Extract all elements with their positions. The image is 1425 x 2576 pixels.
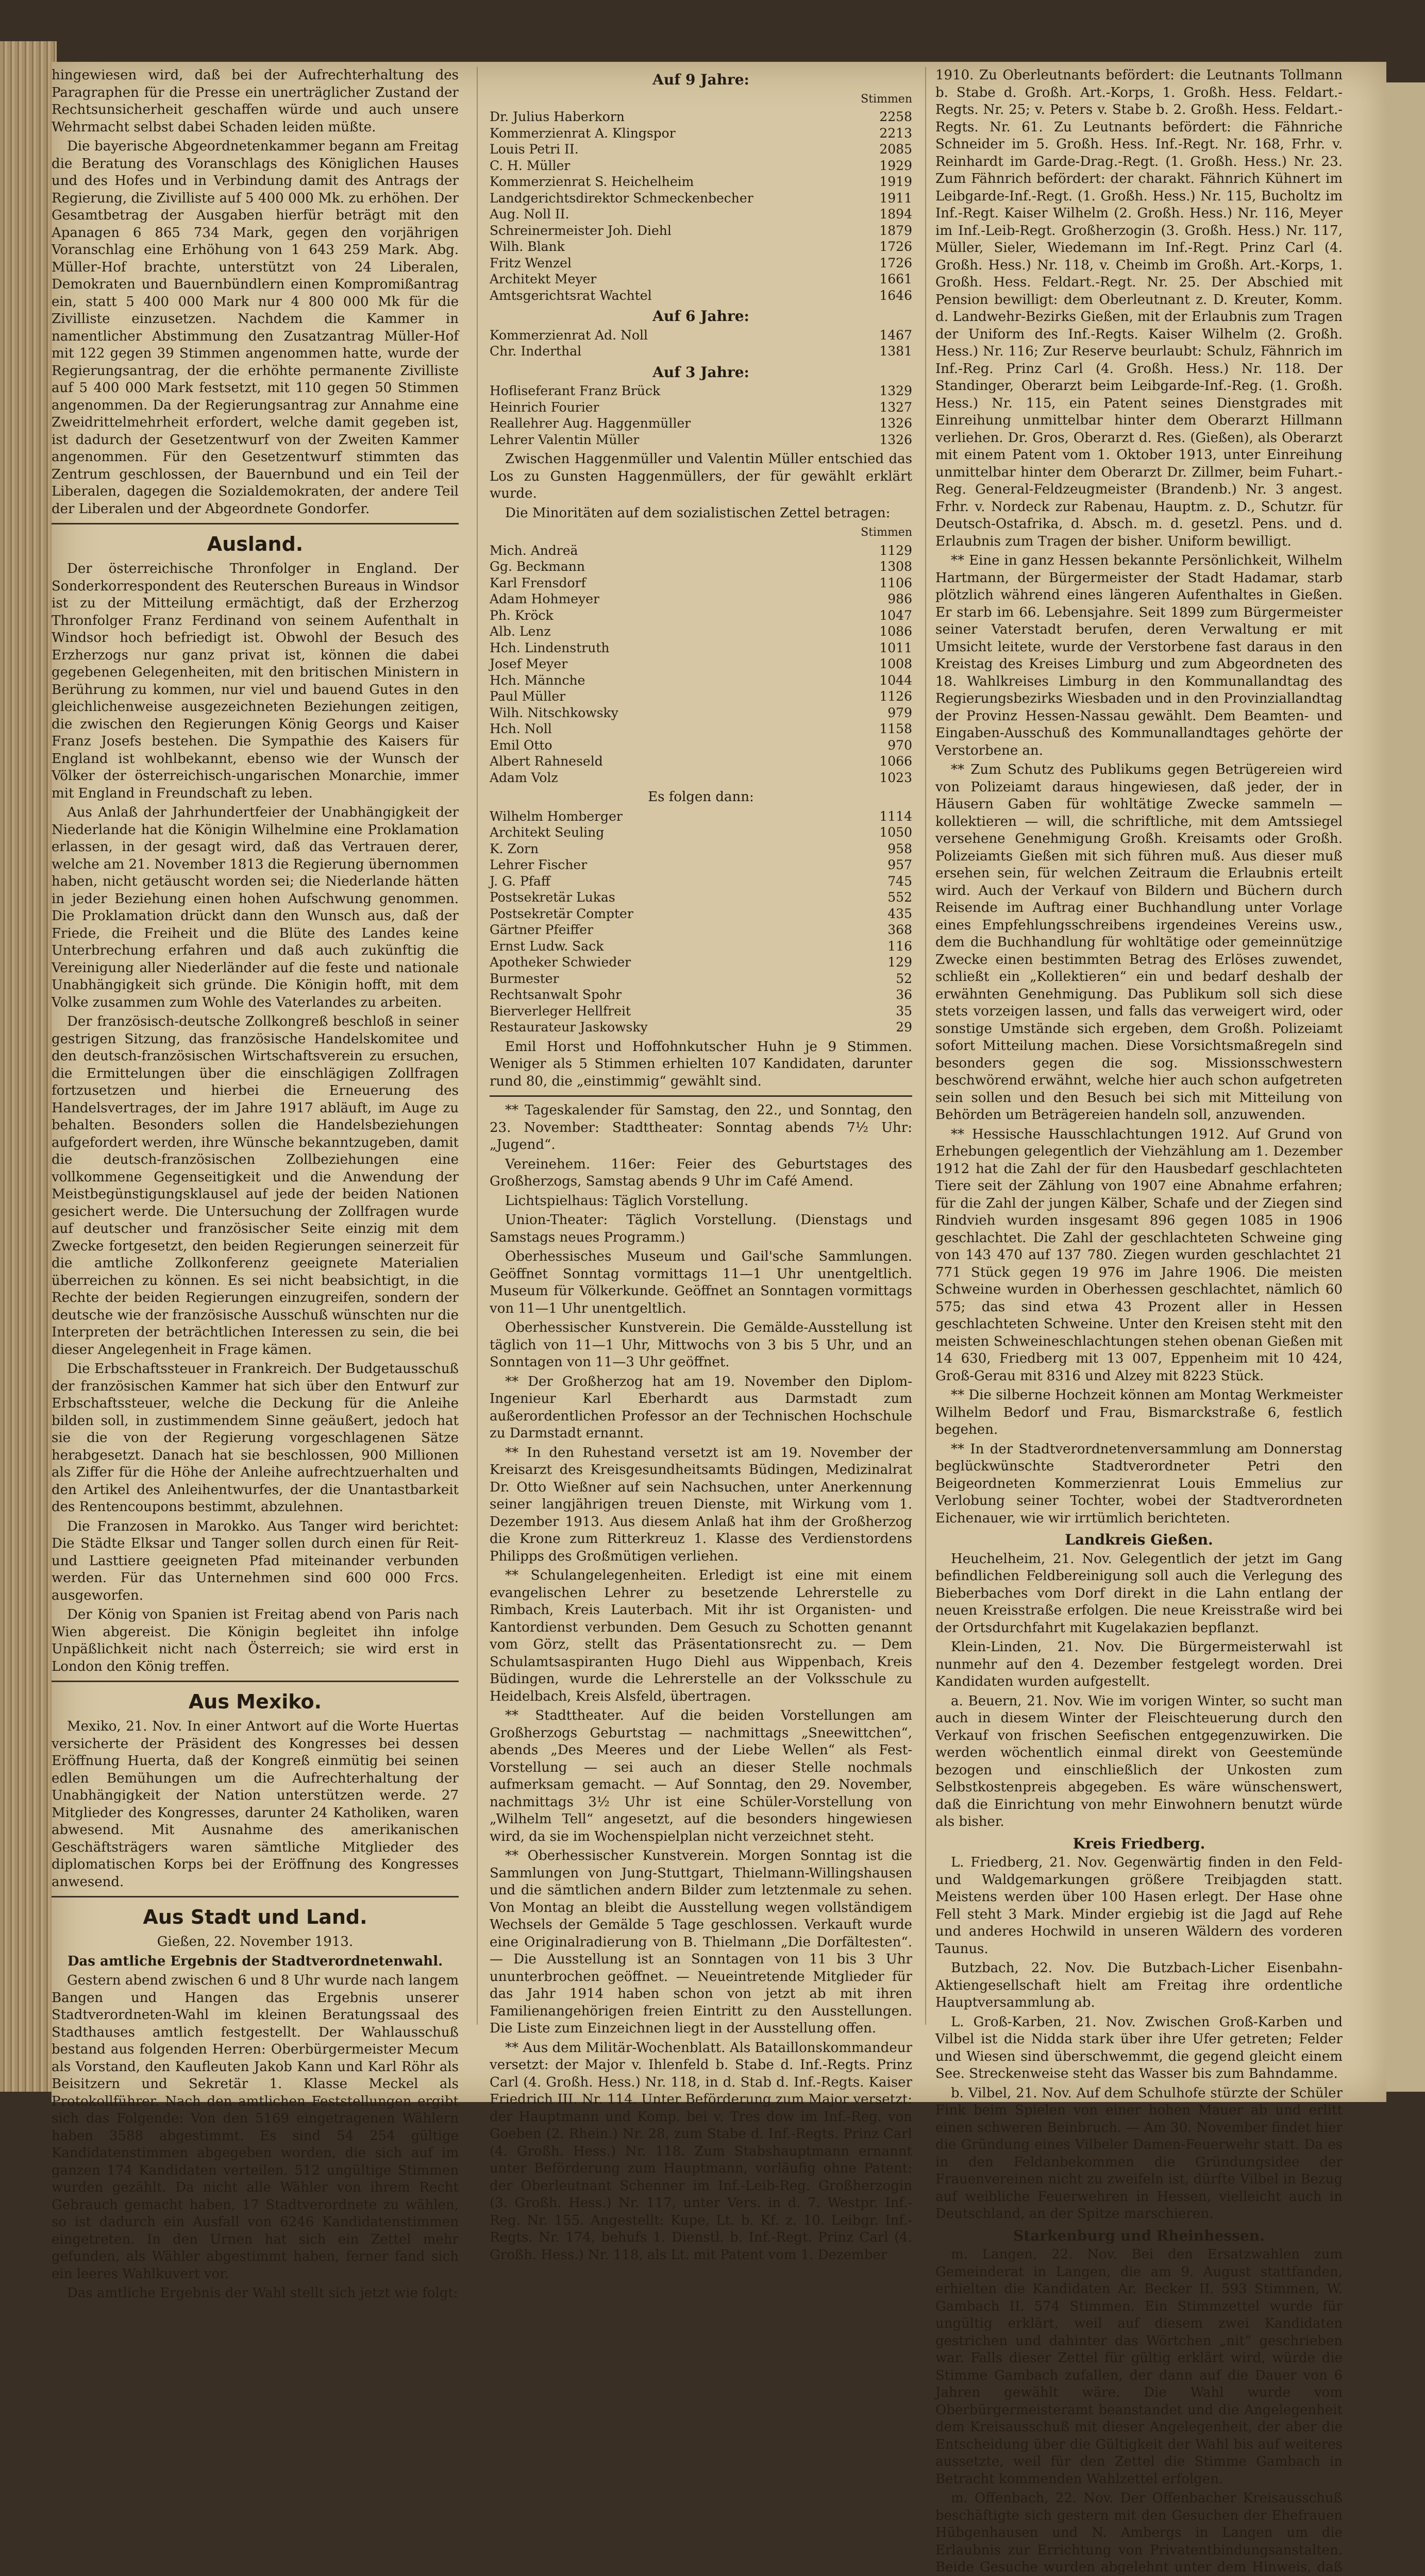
table-row [490, 824, 912, 841]
paragraph: ** Eine in ganz Hessen bekannte Persönlichkeit, Wilhelm Hartmann, der Bürgermeister der Stadt Hadamar, starb plötzlich während eines längeren Aufenthaltes in Gießen. Er starb im 66. Lebensjahre. Seit 1899 zum Bürgermeister seiner Vaterstadt berufen, deren Verwaltung er mit Umsicht leitete, wurde der Verstorbene fast daraus in den Kreistag des Kreises Limburg und zum Abgeordneten des 18. Wahlkreises Limburg in den Kommunallandtag des Regierungsbezirks Wiesbaden und in den Provinziallandtag der Provinz Hessen-Nassau gewählt. Dem Beamten- und Eingaben-Ausschuß des Kommunallandtages gehörte der Verstorbene an. [935, 553, 1343, 758]
paragraph: Klein-Linden, 21. Nov. Die Bürgermeisterwahl ist nunmehr auf den 4. Dezember festgelegt worden. Drei Kandidaten wurden aufgestellt. [935, 1639, 1343, 1689]
paragraph: Das amtliche Ergebnis der Wahl stellt sich jetzt wie folgt: [67, 2285, 458, 2301]
vote-count: 1467 [879, 327, 912, 343]
paragraph: ** Schulangelegenheiten. Erledigt ist eine mit einem evangelischen Lehrer zu besetzende Lehrerstelle zu Rimbach, Kreis Lauterbach. Mit ihr ist Organisten- und Kantordienst verbunden. Dem Gesuch zu Schotten genannt vom Görz, stellt das Präsentationsrecht zu. — Dem Schulamtsaspiranten Hugo Diehl aus Wippenbach, Kreis Büdingen, wurde die Lehrerstelle an der Volksschule zu Heidelbach, Kreis Alsfeld, übertragen. [490, 1568, 912, 1704]
page-stack-edge [0, 41, 57, 2092]
paragraph: b. Vilbel, 21. Nov. Auf dem Schulhofe stürzte der Schüler Fink beim Spielen von einer hohen Mauer ab und erlitt einen schweren Beinbruch. — Am 30. November findet hier die Gründung eines Vilbeler Damen-Feuerwehr statt. Da es in den Feldanbekommen die Gründungsidee der Frauenvereinen nicht zu zweifeln ist, dürfte Vilbel in Bezug auf weibliche Feuerwehren in Hessen, vielleicht auch in Deutschland, an der Spitze marschieren. [935, 2085, 1343, 2222]
candidate-name: Heinrich Fourier [490, 399, 599, 415]
list-heading-9-jahre: Auf 9 Jahre: [652, 71, 749, 88]
vote-count: 1050 [879, 825, 912, 840]
vote-count: 52 [896, 971, 912, 986]
candidate-name: Burmester [490, 971, 559, 986]
candidate-name: Albert Rahneseld [490, 754, 603, 769]
region-heading: Kreis Friedberg. [1072, 1835, 1205, 1852]
vote-count: 1646 [879, 287, 912, 303]
table-row [490, 141, 912, 158]
paragraph: ** Tageskalender für Samstag, den 22., und Sonntag, den 23. November: Stadttheater: Sonntag abends 7½ Uhr: „Jugend“. [490, 1103, 912, 1153]
candidate-name: Chr. Inderthal [490, 344, 582, 359]
vote-count: 1158 [879, 721, 912, 736]
candidate-name: Architekt Seuling [490, 825, 605, 840]
candidate-name: Wilh. Blank [490, 239, 565, 254]
votes-header: Stimmen [861, 526, 912, 539]
vote-count: 552 [887, 890, 912, 905]
table-row [490, 158, 912, 174]
table-row [490, 640, 912, 656]
vote-count: 29 [896, 1020, 912, 1035]
vote-count: 1008 [879, 656, 912, 671]
paragraph: ** In der Stadtverordnetenversammlung am Donnerstag beglückwünschte Stadtverordneter Petri den Beigeordneten Kommerzienrat Louis Emmelius zur Verlobung seiner Tochter, wobei der Stadtverordneten Eichenauer, wie wir irrtümlich berichteten. [935, 1441, 1343, 1526]
paragraph: Der König von Spanien ist Freitag abend von Paris nach Wien abgereist. Die Königin begleitet ihn infolge Unpäßlichkeit nicht nach Österreich; sie wird erst in London den König treffen. [52, 1607, 459, 1674]
paragraph: Heuchelheim, 21. Nov. Gelegentlich der jetzt im Gang befindlichen Feldbereinigung soll auch die Verlegung des Bieberbaches vom Dorf direkt in die Lahn entlang der neuen Kreisstraße erfolgen. Die neue Kreisstraße wird bei der Ortsdurchfahrt mit Kugelakazien bepflanzt. [935, 1551, 1343, 1636]
votes-table-9 [490, 109, 912, 303]
section-rule [52, 1896, 459, 1897]
table-row [490, 841, 912, 857]
candidate-name: C. H. Müller [490, 158, 571, 173]
candidate-name: Landgerichtsdirektor Schmeckenbecher [490, 190, 753, 206]
table-row [490, 889, 912, 906]
candidate-name: Apotheker Schwieder [490, 955, 631, 970]
vote-count: 1326 [879, 432, 912, 447]
candidate-name: Rechtsanwalt Spohr [490, 987, 622, 1002]
paragraph: a. Beuern, 21. Nov. Wie im vorigen Winter, so sucht man auch in diesem Winter der Fleischteuerung durch den Verkauf von frischen Seefischen entgegenzuwirken. Die werden wöchentlich einmal direkt von Geestemünde bezogen und einschließlich der Unkosten zum Selbstkostenpreis abgegeben. Es wäre wünschenswert, daß die Einrichtung von mehr Einwohnern benutzt würde als bisher. [935, 1693, 1343, 1829]
table-row [490, 607, 912, 624]
table-row [490, 672, 912, 689]
vote-count: 1327 [879, 399, 912, 415]
vote-count: 129 [887, 955, 912, 970]
section-heading-ausland: Ausland. [207, 533, 304, 555]
candidate-name: Lehrer Fischer [490, 857, 588, 872]
paragraph: Union-Theater: Täglich Vorstellung. (Dienstags und Samstags neues Programm.) [490, 1212, 912, 1245]
paragraph: ** Oberhessischer Kunstverein. Morgen Sonntag ist die Sammlungen von Jung-Stuttgart, Thielmann-Willingshausen und die sämtlichen andern Bilder zum letztenmale zu sehen. Von Montag an bleibt die Ausstellung wegen vollständigem Wechsels der Gemälde 5 Tage geschlossen. Verkauft wurde eine Originalradierung von B. Thielmann „Die Dorfältesten“. — Die Ausstellung ist an Sonntagen von 11 bis 3 Uhr ununterbrochen geöffnet. — Neueintretende Mitglieder für das Jahr 1914 haben schon von jetzt ab mit ihren Familienangehörigen freien Eintritt zu den Ausstellungen. Die Liste zum Einzeichnen liegt in der Ausstellung offen. [490, 1848, 912, 2036]
vote-count: 1106 [879, 575, 912, 590]
vote-count: 116 [887, 938, 912, 954]
candidate-name: Fritz Wenzel [490, 255, 572, 270]
candidate-name: Kommerzienrat S. Heichelheim [490, 174, 694, 189]
paragraph: Zwischen Haggenmüller und Valentin Müller entschied das Los zu Gunsten Haggenmüllers, der für gewählt erklärt wurde. [490, 451, 912, 501]
table-row [490, 575, 912, 591]
vote-count: 435 [887, 906, 912, 921]
votes-table-following [490, 808, 912, 1036]
paragraph: hingewiesen wird, daß bei der Aufrechterhaltung des Paragraphen für die Presse ein unerträglicher Zustand der Rechtsunsicherheit geschaffen würde und auch unsere Wehrmacht selbst dabei Schaden leiden müßte. [52, 67, 459, 135]
table-row [490, 971, 912, 987]
table-row [490, 656, 912, 672]
table-row [490, 623, 912, 640]
column-1 [52, 67, 459, 2304]
vote-count: 1329 [879, 383, 912, 398]
candidate-name: Restaurateur Jaskowsky [490, 1020, 648, 1035]
votes-table-3 [490, 383, 912, 448]
candidate-name: Hofliseferant Franz Brück [490, 383, 661, 398]
paragraph: Die bayerische Abgeordnetenkammer begann am Freitag die Beratung des Voranschlags des Königlichen Hauses und des Hofes und in Verbindung damit des Antrags der Regierung, die Zivilliste auf 5 400 000 Mk. zu erhöhen. Der Gesamtbetrag der Ausgaben hierfür beträgt mit den Apanagen 6 865 734 Mark, gegen den vorjährigen Voranschlag eine Erhöhung von 1 643 259 Mark. Abg. Müller-Hof brachte, unterstützt von 24 Liberalen, Demokraten und Bauernbündlern einen Kompromißantrag ein, statt 5 400 000 Mark nur 4 800 000 Mk für die Zivilliste einzusetzen. Nachdem die Kammer in namentlicher Abstimmung den Zusatzantrag Müller-Hof mit 122 gegen 39 Stimmen angenommen hatte, wurde der Regierungsantrag, der die erhöhte permanente Zivilliste auf 5 400 000 Mark festsetzt, mit 110 gegen 50 Stimmen angenommen. Da der Regierungsantrag zur Annahme eine Zweidrittelmehrheit erfordert, welche damit gegeben ist, ist dadurch der Gesetzentwurf von der Zweiten Kammer angenommen. Für den Gesetzentwurf stimmten das Zentrum geschlossen, der Bauernbund und ein Teil der Liberalen, dagegen die Sozialdemokraten, der andere Teil der Liberalen und der Abgeordnete Gondorfer. [52, 139, 459, 517]
candidate-name: Louis Petri II. [490, 142, 579, 157]
votes-table-minorities [490, 543, 912, 786]
candidate-name: Mich. Andreä [490, 543, 578, 558]
table-row [490, 239, 912, 255]
vote-count: 1661 [879, 272, 912, 286]
candidate-name: Emil Otto [490, 737, 552, 753]
candidate-name: Postsekretär Lukas [490, 890, 615, 905]
list-heading-6-jahre: Auf 6 Jahre: [652, 308, 749, 325]
vote-count: 1726 [879, 239, 912, 254]
paragraph: Aus Anlaß der Jahrhundertfeier der Unabhängigkeit der Niederlande hat die Königin Wilhelmine eine Proklamation erlassen, in der gesagt wird, daß das Vertrauen derer, welche am 21. November 1813 die Regierung übernommen haben, nicht getäuscht worden sei; die Niederlande hätten in jeder Beziehung einen hohen Aufschwung genommen. Die Proklamation drückt dann den Wunsch aus, daß der Friede, die Freiheit und die Blüte des Landes keine Unterbrechung erfahren und daß auch zukünftig die Vereinigung aller Niederländer auf die feste und nationale Unabhängigkeit sich gründe. Die Königin hofft, mit dem Volke zusammen zum Wohle des Vaterlandes zu arbeiten. [52, 805, 459, 1010]
candidate-name: Aug. Noll II. [490, 207, 569, 222]
column-rule-2 [925, 67, 926, 2025]
paragraph: ** In den Ruhestand versetzt ist am 19. November der Kreisarzt des Kreisgesundheitsamts Büdingen, Medizinalrat Dr. Otto Wießner auf sein Nachsuchen, unter Anerkennung seiner langjährigen treuen Dienste, mit Wirkung vom 1. Dezember 1913. Aus diesem Anlaß hat ihm der Großherzog die Krone zum Ritterkreuz 1. Klasse des Verdienstordens Philipps des Großmütigen verliehen. [490, 1445, 912, 1564]
table-row [490, 987, 912, 1003]
paragraph: Oberhessischer Kunstverein. Die Gemälde-Ausstellung ist täglich von 11—1 Uhr, Mittwochs von 3 bis 5 Uhr, und an Sonntagen von 11—3 Uhr geöffnet. [490, 1320, 912, 1370]
paragraph: Der französisch-deutsche Zollkongreß beschloß in seiner gestrigen Sitzung, das französische Handelskomitee und den deutsch-französischen Wirtschaftsverein zu ersuchen, die Ermittelungen über die einschlägigen Zollfragen fortzusetzen und hierbei die Erneuerung des Handelsvertrages, der im Jahre 1917 abläuft, im Auge zu behalten. Besonders sollen die Handelsbeziehungen aufgefordert werden, ihre Wünsche bekanntzugeben, damit die deutsch-französischen Zollbeziehungen eine vollkommene Gegenseitigkeit und die Anwendung der Meistbegünstigungsklausel auf jede der beiden Nationen gesichert werde. Die Untersuchung der Zollfragen wurde auf deutscher und französischer Seite einzig mit dem Zwecke fortgesetzt, den beiden Regierungen seinerzeit für die amtliche Zollkonferenz geeignete Materialien überreichen zu können. Es sei nicht beabsichtigt, in die Rechte der beiden Regierungen einzugreifen, sondern der deutsche wie der französische Ausschuß wünschten nur die Interpreten der beträchtlichen Interessen zu sein, die bei dieser Angelegenheit in Frage kämen. [52, 1014, 459, 1358]
vote-count: 2213 [879, 125, 912, 141]
candidate-name: Adam Hohmeyer [490, 591, 599, 606]
candidate-name: Alb. Lenz [490, 624, 551, 639]
paragraph: Die Minoritäten auf dem sozialistischen Zettel betragen: [505, 505, 891, 521]
candidate-name: Kommerzienrat Ad. Noll [490, 327, 648, 343]
table-row [490, 125, 912, 142]
paragraph: Emil Horst und Hoffohnkutscher Huhn je 9 Stimmen. Weniger als 5 Stimmen erhielten 107 Kandidaten, darunter rund 80, die „einstimmig“ gewählt sind. [490, 1039, 912, 1089]
table-row [490, 543, 912, 559]
table-row [490, 287, 912, 304]
table-row [490, 753, 912, 770]
paragraph: Die Erbschaftssteuer in Frankreich. Der Budgetausschuß der französischen Kammer hat sich über den Entwurf zur Erbschaftssteuer, welche die Deckung für die Anleihe bilden soll, in zustimmendem Sinne geäußert, jedoch hat sie die von der Regierung vorgeschlagenen Sätze herabgesetzt. Danach hat sie beschlossen, 900 Millionen als Ziffer für die Höhe der Anleihe aufrechtzuerhalten und den Artikel des Anleihentwurfes, der die Unantastbarkeit des Rentencoupons bestimmt, abzulehnen. [52, 1361, 459, 1515]
candidate-name: Lehrer Valentin Müller [490, 432, 640, 447]
candidate-name: Kommerzienrat A. Klingspor [490, 125, 676, 141]
candidate-name: Wilh. Nitschkowsky [490, 705, 618, 720]
table-row [490, 770, 912, 786]
paragraph: Butzbach, 22. Nov. Die Butzbach-Licher Eisenbahn-Aktiengesellschaft hielt am Freitag ihre ordentliche Hauptversammlung ab. [935, 1960, 1343, 2010]
table-row [490, 383, 912, 399]
candidate-name: Gärtner Pfeiffer [490, 922, 594, 937]
paragraph: ** Hessische Hausschlachtungen 1912. Auf Grund von Erhebungen gelegentlich der Viehzählung am 1. Dezember 1912 hat die Zahl der für den Hausbedarf geschlachteten Tiere seit der Zählung von 1907 eine Abnahme erfahren; für die Zahl der jungen Kälber, Schafe und der Ziegen sind Rindvieh wurden insgesamt 896 gegen 1085 in 1906 geschlachtet. Die Zahl der geschlachteten Schweine ging von 143 470 auf 137 780. Ziegen wurden geschlachtet 21 771 Stück gegen 19 976 im Jahre 1906. Die meisten Schweine wurden in Oberhessen geschlachtet, nämlich 60 575; das sind etwa 43 Prozent aller in Hessen geschlachteten Schweine. Unter den Kreisen steht mit den meisten Schweineschlachtungen stehen obenan Gießen mit 14 630, Friedberg mit 13 007, Eppenheim mit 10 424, Groß-Gerau mit 8316 und Alzey mit 8223 Stück. [935, 1126, 1343, 1384]
candidate-name: J. G. Pfaff [490, 873, 550, 889]
paragraph: Lichtspielhaus: Täglich Vorstellung. [505, 1193, 749, 1209]
table-row [490, 271, 912, 287]
candidate-name: Hch. Noll [490, 721, 552, 736]
section-heading-mexiko: Aus Mexiko. [188, 1690, 322, 1713]
vote-count: 35 [896, 1003, 912, 1019]
column-3 [935, 67, 1343, 2576]
table-row [490, 591, 912, 607]
section-rule [490, 1095, 912, 1097]
candidate-name: Postsekretär Compter [490, 906, 633, 921]
paragraph: ** Die silberne Hochzeit können am Montag Werkmeister Wilhelm Bedorf und Frau, Bismarckstraße 6, festlich begehen. [935, 1387, 1343, 1437]
paragraph: ** Zum Schutz des Publikums gegen Betrügereien wird von Polizeiamt daraus hingewiesen, daß jeder, der in Häusern Gaben für wohltätige Zwecke sammeln — kollektieren — will, die schriftliche, mit dem Amtssiegel versehene Genehmigung Großh. Kreisamts oder Großh. Polizeiamts Gießen mit sich führen muß. Aus dieser muß ersehen sein, für welchen Zeitraum die Erlaubnis erteilt wird. Auch der Verkauf von Bildern und Büchern durch Reisende im Auftrag einer Buchhandlung unter Vorlage eines Empfehlungsschreibens irgendeines Vereins usw., dem die Buchhandlung für wohltätige oder gemeinnützige Zwecke einen bestimmten Betrag des Erlöses zuwendet, schließt ein „Kollektieren“ ein und bedarf deshalb der erwähnten Genehmigung. Das Publikum soll sich diese stets vorzeigen lassen, und falls das verweigert wird, oder sonstige Umstände sich ergeben, dem Großh. Polizeiamt sofort Mitteilung machen. Diese Vorsichtsmaßregeln sind besonders gegen die sog. Missionsschwestern beschwörend erwähnt, welche hier auch schon aufgetreten sein sollen und den Besuch bei sich mit Mitteilung von Behörden um Beträgereien handeln soll, anzuwenden. [935, 762, 1343, 1123]
paragraph: Es folgen dann: [648, 789, 754, 805]
vote-count: 970 [887, 737, 912, 753]
dateline: Gießen, 22. November 1913. [157, 1934, 354, 1950]
paragraph: Die Franzosen in Marokko. Aus Tanger wird berichtet: Die Städte Elksar und Tanger sollen durch einen für Reit- und Lasttiere geeigneten Pfad miteinander verbunden werden. Für das Unternehmen sind 600 000 Frcs. ausgeworfen. [52, 1518, 459, 1603]
candidate-name: Ernst Ludw. Sack [490, 938, 604, 954]
vote-count: 1929 [879, 158, 912, 173]
vote-count: 1047 [879, 607, 912, 623]
table-row [490, 737, 912, 754]
paragraph: 1910. Zu Oberleutnants befördert: die Leutnants Tollmann b. Stabe d. Großh. Art.-Korps, 1. Großh. Hess. Feldart.-Regts. Nr. 25; v. Peters v. Stabe b. 2. Großh. Hess. Feldart.-Regts. Nr. 61. Zu Leutnants befördert: die Fähnriche Schneider im 5. Großh. Hess. Inf.-Regt. Nr. 168, Frhr. v. Reinhardt im Garde-Drag.-Regt. (1. Großh. Hess.) Nr. 23. Zum Fähnrich befördert: der charakt. Fähnrich Kühnert im Leibgarde-Inf.-Regt. (1. Großh. Hess.) Nr. 115, Bucholtz im Inf.-Regt. Kaiser Wilhelm (2. Großh. Hess.) Nr. 116, Meyer im Inf.-Leib-Regt. Großherzogin (3. Großh. Hess.) Nr. 117, Müller, Sieler, Wiedemann im Inf.-Regt. Prinz Carl (4. Großh. Hess.) Nr. 118, v. Cheimb im Großh. Art.-Korps, 1. Großh. Hess. Feldart.-Regt. Nr. 25. Der Abschied mit Pension bewilligt: dem Oberleutnant z. D. Kreuter, Komm. d. Landwehr-Bezirks Gießen, mit der Erlaubnis zum Tragen der Uniform des Inf.-Regts. Kaiser Wilhelm (2. Großh. Hess.) Nr. 116; Zur Reserve beurlaubt: Schulz, Fähnrich im Inf.-Reg. Prinz Carl (4. Großh. Hess.) Nr. 118. Der Standinger, Oberarzt beim Leibgarde-Inf.-Reg. (1. Großh. Hess.) Nr. 115, ein Patent seines Dienstgrades mit Einreihung unmittelbar hinter dem Oberarzt Hillmann verliehen. Dr. Gros, Oberarzt d. Res. (Gießen), als Oberarzt mit einem Patent vom 1. Oktober 1913, unter Einreihung unmittelbar hinter dem Oberarzt Dr. Zillmer, beim Fuhart.-Reg. General-Feldzeugmeister (Brandenb.) Nr. 3 angest. Frhr. v. Nordeck zur Rabenau, Hauptm. z. D., Schutzr. für Deutsch-Ostafrika, d. Absch. m. d. gesetzl. Pens. und d. Erlaubnis zum Tragen der bisher. Uniform bewilligt. [935, 67, 1343, 549]
region-heading: Landkreis Gießen. [1065, 1531, 1213, 1548]
vote-count: 1894 [879, 207, 912, 222]
vote-count: 1879 [879, 223, 912, 238]
table-row [490, 1019, 912, 1036]
candidate-name: Paul Müller [490, 689, 566, 704]
table-row [490, 808, 912, 825]
section-heading-stadt-land: Aus Stadt und Land. [143, 1906, 367, 1928]
paragraph: L. Friedberg, 21. Nov. Gegenwärtig finden in den Feld- und Waldgemarkungen größere Treibjagden statt. Meistens werden über 100 Hasen erlegt. Der Hase ohne Fell steht 3 Mark. Minder ergiebig ist die Jagd auf Rehe und anderes Hochwild in unseren Wäldern des vorderen Taunus. [935, 1855, 1343, 1957]
paragraph: Mexiko, 21. Nov. In einer Antwort auf die Worte Huertas versicherte der Präsident des Kongresses bei dessen Eröffnung Huerta, daß der Kongreß einmütig bei seinen edlen Bemühungen um die Aufrechterhaltung der Unabhängigkeit der Nation unterstützen werde. 27 Mitglieder des Kongresses, darunter 24 Katholiken, waren abwesend. Mit Ausnahme des amerikanischen Geschäftsträgers waren sämtliche Mitglieder des diplomatischen Korps bei der Eröffnung des Kongresses anwesend. [52, 1719, 459, 1890]
table-row [490, 223, 912, 239]
vote-count: 2085 [879, 142, 912, 157]
table-row [490, 432, 912, 448]
candidate-name: Karl Frensdorf [490, 575, 586, 590]
column-rule-1 [477, 67, 478, 2025]
facing-page-edge [1386, 82, 1425, 2092]
votes-table-6 [490, 327, 912, 360]
vote-count: 1326 [879, 416, 912, 431]
vote-count: 1129 [879, 543, 912, 558]
section-rule [52, 523, 459, 524]
candidate-name: Josef Meyer [490, 656, 568, 671]
table-row [490, 1003, 912, 1020]
table-row [490, 399, 912, 416]
paragraph: Der österreichische Thronfolger in England. Der Sonderkorrespondent des Reuterschen Bureaus in Windsor ist zu der Mitteilung ermächtigt, daß der Erzherzog Thronfolger Franz Ferdinand von seinem Aufenthalt in Windsor hoch befriedigt ist. Obwohl der Besuch des Erzherzogs nur ganz privat ist, können die dabei gegebenen Gelegenheiten, mit den britischen Ministern in Berührung zu kommen, nur viel und bauend Gutes in den gleichlichenweise ausgezeichneten Beziehungen zeitigen, die zwischen den Regierungen König Georgs und Kaiser Franz Josefs bestehen. Die Sympathie des Kaisers für England ist wohlbekannt, ebenso wie der Wunsch der Völker der österreichisch-ungarischen Monarchie, immer mit England in Freundschaft zu leben. [52, 561, 459, 801]
vote-count: 1308 [879, 559, 912, 574]
table-row [490, 906, 912, 922]
table-row [490, 415, 912, 432]
votes-header: Stimmen [861, 92, 912, 106]
column-2 [490, 67, 912, 2266]
candidate-name: Amtsgerichtsrat Wachtel [490, 287, 652, 303]
vote-count: 1011 [879, 640, 912, 655]
paragraph: ** Aus dem Militär-Wochenblatt. Als Bataillonskommandeur versetzt: der Major v. Ihlenfeld b. Stabe d. Inf.-Regts. Prinz Carl (4. Großh. Hess.) Nr. 118, in d. Stab d. Inf.-Regts. Kaiser Friedrich III. Nr. 114. Unter Beförderung zum Major versetzt: der Hauptmann und Komp. bei v. Tres dow im Inf.-Reg. von Goeben (2. Rhein.) Nr. 28, zum Stabe d. Inf.-Regts. Prinz Carl (4. Großh. Hess.) Nr. 118. Zum Stabshauptmann ernannt unter Beförderung zum Hauptmann, vorläufig ohne Patent: der Oberleutnant Schenner im Inf.-Leib-Reg. Großherzogin (3. Großh. Hess.) Nr. 117, unter Vers. in d. 7. Westpr. Inf.-Reg. Nr. 155. Angestellt: Kupe, Lt. b. Kf. z. 10. Leibgr. Inf.-Regts. Nr. 174, behufs 1. Dienstl. b. Inf.-Regt. Prinz Carl (4. Großh. Hess.) Nr. 118, als Lt. mit Patent vom 1. Dezember [490, 2040, 912, 2263]
table-row [490, 873, 912, 890]
table-row [490, 705, 912, 721]
vote-count: 1726 [879, 255, 912, 270]
vote-count: 986 [887, 591, 912, 606]
vote-count: 1381 [879, 344, 912, 359]
candidate-name: Dr. Julius Haberkorn [490, 109, 625, 124]
table-row [490, 174, 912, 190]
table-row [490, 558, 912, 575]
table-row [490, 922, 912, 938]
vote-count: 1919 [879, 174, 912, 189]
table-row [490, 109, 912, 125]
candidate-name: Gg. Beckmann [490, 559, 585, 574]
vote-count: 1023 [879, 770, 912, 785]
candidate-name: K. Zorn [490, 841, 539, 856]
candidate-name: Adam Volz [490, 770, 558, 785]
table-row [490, 954, 912, 971]
table-row [490, 206, 912, 223]
table-row [490, 255, 912, 272]
vote-count: 1066 [879, 754, 912, 769]
candidate-name: Schreinermeister Joh. Diehl [490, 223, 672, 238]
paragraph: Oberhessisches Museum und Gail'sche Sammlungen. Geöffnet Sonntag vormittags 11—1 Uhr unentgeltlich. Museum für Völkerkunde. Geöffnet an Sonntagen vormittags von 11—1 Uhr unentgeltlich. [490, 1249, 912, 1316]
paragraph: m. Offenbach, 22. Nov. Der Offenbacher Kreisausschuß beschäftigte sich gestern mit den Gesuchen der Ehefrauen Hübgenhausen und N. Ambergs in Langen um die Erlaubnis zur Errichtung von Privatentbindungsanstalten. Beide Gesuche wurden abgelehnt unter dem Hinweis, daß [935, 2490, 1343, 2575]
candidate-name: Bierverleger Hellfreit [490, 1003, 631, 1019]
vote-count: 745 [887, 873, 912, 889]
table-row [490, 688, 912, 705]
table-row [490, 190, 912, 207]
vote-count: 2258 [879, 109, 912, 124]
section-rule [52, 1681, 459, 1682]
vote-count: 1126 [879, 689, 912, 704]
table-row [490, 857, 912, 873]
article-heading: Das amtliche Ergebnis der Stadtverordnetenwahl. [67, 1953, 443, 1969]
vote-count: 957 [887, 857, 912, 872]
candidate-name: Reallehrer Aug. Haggenmüller [490, 416, 691, 431]
vote-count: 368 [887, 922, 912, 937]
table-row [490, 327, 912, 344]
vote-count: 36 [896, 987, 912, 1002]
vote-count: 979 [887, 705, 912, 720]
vote-count: 1911 [879, 190, 912, 206]
paragraph: Vereinehem. 116er: Feier des Geburtstages des Großherzogs, Samstag abends 9 Uhr im Café Amend. [490, 1156, 912, 1189]
candidate-name: Architekt Meyer [490, 272, 597, 286]
candidate-name: Hch. Männche [490, 672, 585, 688]
paragraph: m. Langen, 22. Nov. Bei den Ersatzwahlen zum Gemeinderat in Langen, die am 9. August stattfanden, erhielten die Kandidaten Ar. Becker II. 593 Stimmen, W. Gambach II. 574 Stimmen. Ein Stimmzettel wurde für ungültig erklärt, weil auf diesem zwei Kandidaten gestrichen und dahinter das Wörtchen „nit“ geschrieben war. Falls dieser Zettel für gültig erklärt wird, würde die Stimme Gambach zufallen, der dann auf die Dauer von 6 Jahren gewählt wäre. Die Wahl wurde vom Oberbürgermeisteramt beanstandet und die Angelegenheit dem Kreisausschuß mit dieser Angelegenheit, der aber die Entscheidung über die Gültigkeit der Wahl bis auf weiteres aussetzte, weil für den Zettel die Stimme Gambach in Betracht kommenden Wahlzettel erfolgen. [935, 2247, 1343, 2487]
table-row [490, 343, 912, 360]
table-row [490, 721, 912, 737]
vote-count: 1086 [879, 624, 912, 639]
candidate-name: Hch. Lindenstruth [490, 640, 610, 655]
vote-count: 958 [887, 841, 912, 856]
vote-count: 1044 [879, 672, 912, 688]
vote-count: 1114 [879, 808, 912, 824]
list-heading-3-jahre: Auf 3 Jahre: [652, 363, 749, 381]
paragraph: ** Stadttheater. Auf die beiden Vorstellungen am Großherzogs Geburtstag — nachmittags „Sneewittchen“, abends „Des Meeres und der Liebe Wellen“ als Fest-Vorstellung — sei auch an dieser Stelle nochmals aufmerksam gemacht. — Auf Sonntag, den 29. November, nachmittags 3½ Uhr ist eine Schüler-Vorstellung von „Wilhelm Tell“ angesetzt, auf die besonders hingewiesen wird, da sie im Wochenspielplan nicht verzeichnet steht. [490, 1708, 912, 1844]
region-heading: Starkenburg und Rheinhessen. [1013, 2227, 1265, 2244]
paragraph: Gestern abend zwischen 6 und 8 Uhr wurde nach langem Bangen und Hangen das Ergebnis unserer Stadtverordneten-Wahl im kleinen Beratungssaal des Stadthauses amtlich festgestellt. Der Wahlausschuß bestand aus folgenden Herren: Oberbürgermeister Mecum als Vorstand, den Kaufleuten Jakob Kann und Karl Röhr als Beisitzern und Sekretär 1. Klasse Meckel als Protokollführer. Nach den amtlichen Feststellungen ergibt sich das Folgende: Von den 5169 eingetragenen Wählern haben 3588 abgestimmt. Es sind 54 254 gültige Kandidatenstimmen abgegeben worden, die sich auf im ganzen 174 Kandidaten verteilen. 512 ungültige Stimmen wurden gezählt. Da nicht alle Wähler von ihrem Recht Gebrauch gemacht haben, 17 Stadtverordnete zu wählen, so ist dadurch ein Ausfall von 6246 Kandidatenstimmen eingetreten. In den Urnen hat sich ein Zettel mehr gefunden, als Wähler abgestimmt haben, ferner fand sich ein leeres Wahlkuvert vor. [52, 1973, 459, 2282]
candidate-name: Ph. Kröck [490, 607, 554, 623]
paragraph: L. Groß-Karben, 21. Nov. Zwischen Groß-Karben und Vilbel ist die Nidda stark über ihre Ufer getreten; Felder und Wiesen sind überschwemmt, die gegend gleicht einem See. Streckenweise steht das Wasser bis zum Bahndamme. [935, 2014, 1343, 2081]
paragraph: ** Der Großherzog hat am 19. November den Diplom-Ingenieur Karl Eberhardt aus Darmstadt zum außerordentlichen Professor an der Technischen Hochschule zu Darmstadt ernannt. [490, 1374, 912, 1441]
table-row [490, 938, 912, 955]
candidate-name: Wilhelm Homberger [490, 808, 623, 824]
